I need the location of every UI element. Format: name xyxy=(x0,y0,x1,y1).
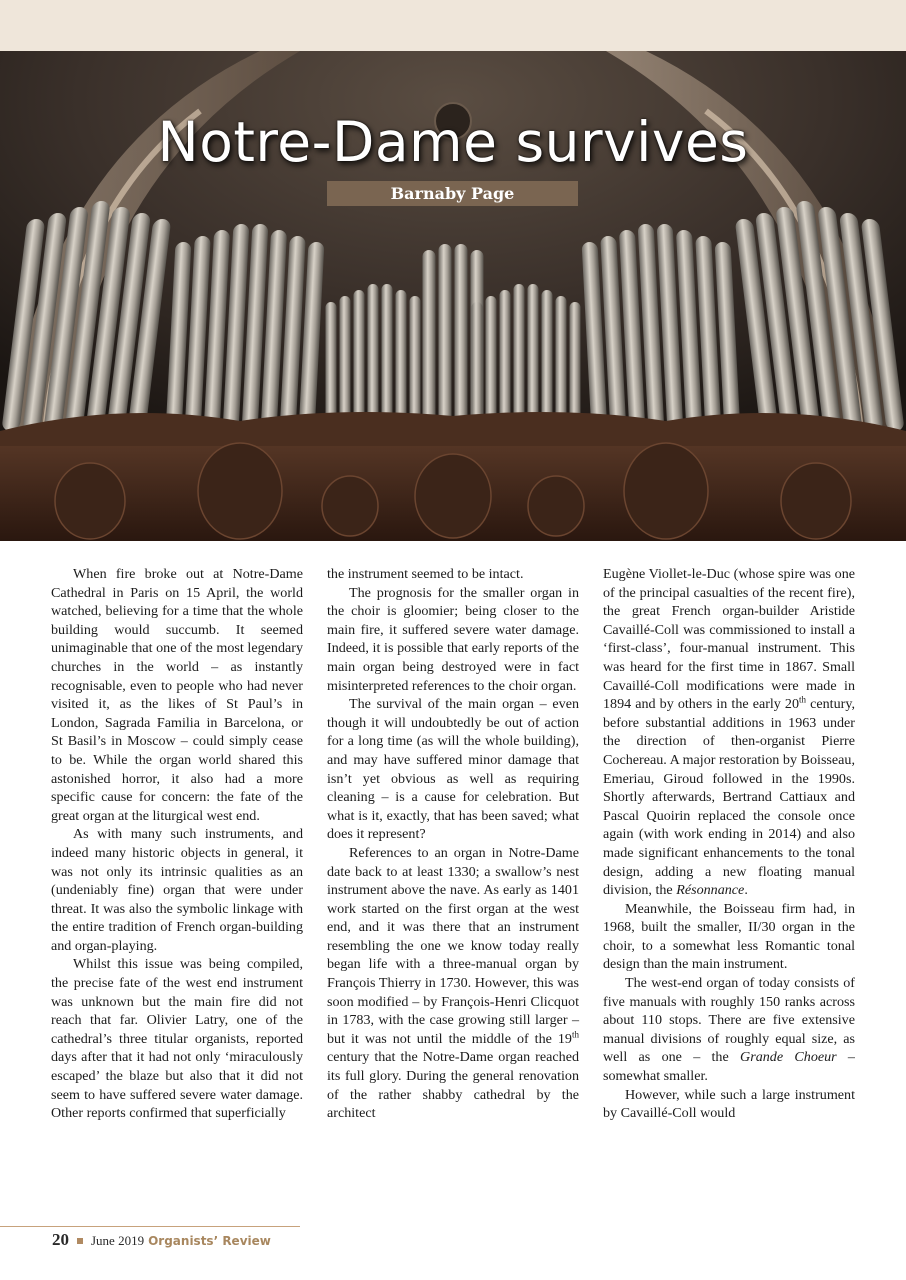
organ-pipe xyxy=(423,250,436,431)
organ-pipe xyxy=(486,296,497,431)
issue-date: June 2019 xyxy=(91,1233,145,1248)
paragraph xyxy=(603,974,855,1086)
footer-rule xyxy=(0,1226,300,1227)
text-column-3 xyxy=(603,565,855,1123)
organ-pipe xyxy=(556,296,567,431)
magazine-name: Organists’ Review xyxy=(148,1234,271,1248)
organ-pipe xyxy=(382,284,393,431)
paragraph: When fire broke out at Notre-Dame Cathedral in Paris on 15 April, the world watched, believing for a time that the whole building would succumb. It seemed unimaginable that one of the most legendary churches in the world – as instantly recognisable, even to people who had never visited it, as the likes of St Paul’s in London, Sagrada Familia in Barcelona, or St Basil’s in Moscow – could simply cease to be. While the organ world shared this astonished horror, it also had a more specific cause for concern: the fate of the great organ at the liturgical west end. xyxy=(51,566,303,824)
organ-pipe xyxy=(396,290,407,431)
organ-pipe xyxy=(514,284,525,431)
italic-term: Grande Choeur xyxy=(740,1049,837,1066)
organ-pipe xyxy=(354,290,365,431)
organ-pipe xyxy=(368,284,379,431)
paragraph: Meanwhile, the Boisseau firm had, in 1968, built the smaller, II/30 organ in the choir, to a somewhat less Romantic tonal design than the main instrument. xyxy=(603,900,855,973)
text-run: – somewhat smaller. xyxy=(603,1049,855,1085)
author-byline: Barnaby Page xyxy=(327,181,578,206)
superscript: th xyxy=(571,1029,579,1040)
organ-pipe xyxy=(528,284,539,431)
text-run: century, before substantial additions in 1963 under the direction of then-organist Pierre Cochereau. A major restoration by Boisseau, Emeriau, Giroud followed in the 1990s. Shortly afterwards, Bertrand Cattiaux and Pascal Quoirin replaced the console once again (with work ending in 2014) and also made significant enhancements to the tonal design, adding a new floating manual division, the xyxy=(603,696,855,899)
text-column-1 xyxy=(51,565,303,1123)
organ-pipe xyxy=(472,302,483,431)
paragraph: Whilst this issue was being compiled, the precise fate of the west end instrument was unknown but the main fire did not reach that far. Olivier Latry, one of the cathedral’s three titular organists, reported days after that it had not only ‘miraculously escaped’ the blaze but also that it did not seem to have suffered severe water damage. Other reports confirmed that superficially xyxy=(51,956,303,1122)
organ-pipe xyxy=(410,296,421,431)
page-footer xyxy=(52,1230,271,1250)
text-run: . xyxy=(744,882,748,899)
organ-pipe xyxy=(326,302,337,431)
top-band xyxy=(0,0,906,51)
page-number: 20 xyxy=(52,1230,69,1249)
organ-pipe xyxy=(542,290,553,431)
paragraph: The survival of the main organ – even though it will undoubtedly be out of action for a long time (as will the whole building), and may have suffered minor damage that isn’t yet obvious as well as requiring cleaning – is a cause for celebration. But what is it, exactly, that has been saved; what does it represent? xyxy=(327,696,579,843)
paragraph: As with many such instruments, and indeed many historic objects in general, it was not only its intrinsic qualities as an (undeniably fine) organ that were under threat. It was also the symbolic linkage with the entire tradition of French organ-building and organ-playing. xyxy=(51,826,303,954)
paragraph xyxy=(327,844,579,1123)
text-run: The west-end organ of today consists of five manuals with roughly 150 ranks across about 110 stops. There are five extensive manual divisions of roughly equal size, as well as one – the xyxy=(603,975,855,1066)
paragraph: the instrument seemed to be intact. xyxy=(327,566,524,582)
article-title: Notre-Dame survives xyxy=(157,110,749,174)
organ-pipe xyxy=(340,296,351,431)
square-bullet-icon xyxy=(77,1238,83,1244)
paragraph xyxy=(603,565,855,900)
organ-pipe xyxy=(455,244,468,431)
paragraph: The prognosis for the smaller organ in the choir is gloomier; being closer to the main fire, it suffered severe water damage. Indeed, it is possible that early reports of the main organ being destroyed were in fact misinterpreted references to the choir organ. xyxy=(327,584,579,694)
italic-term: Résonnance xyxy=(676,882,745,899)
organ-pipe xyxy=(500,290,511,431)
superscript: th xyxy=(799,694,807,705)
organ-pipe xyxy=(570,302,581,431)
text-run: Eugène Viollet-le-Duc (whose spire was one of the principal casualties of the recent fire), the great French organ-builder Aristide Cavaillé-Coll was commissioned to install a ‘first-class’, four-manual instrument. This was heard for the first time in 1867. Small Cavaillé-Coll modifications were made in 1894 and by others in the early 20 xyxy=(603,566,855,713)
paragraph: However, while such a large instrument by Cavaillé-Coll would xyxy=(603,1086,855,1122)
text-run: century that the Notre-Dame organ reached its full glory. During the general renovation of the rather shabby cathedral by the architect xyxy=(327,1049,579,1122)
organ-pipe xyxy=(439,244,452,431)
text-run: References to an organ in Notre-Dame date back to at least 1330; a swallow’s nest instrument above the nave. As early as 1401 work started on the first organ at the west end, and it was there that an instrument resembling the one we know today really began life with a three-manual organ by François Thierry in 1730. However, this was soon modified – by François-Henri Clicquot in 1783, with the case growing still larger – but it was not until the middle of the 19 xyxy=(327,844,579,1047)
text-column-2 xyxy=(327,565,579,1123)
